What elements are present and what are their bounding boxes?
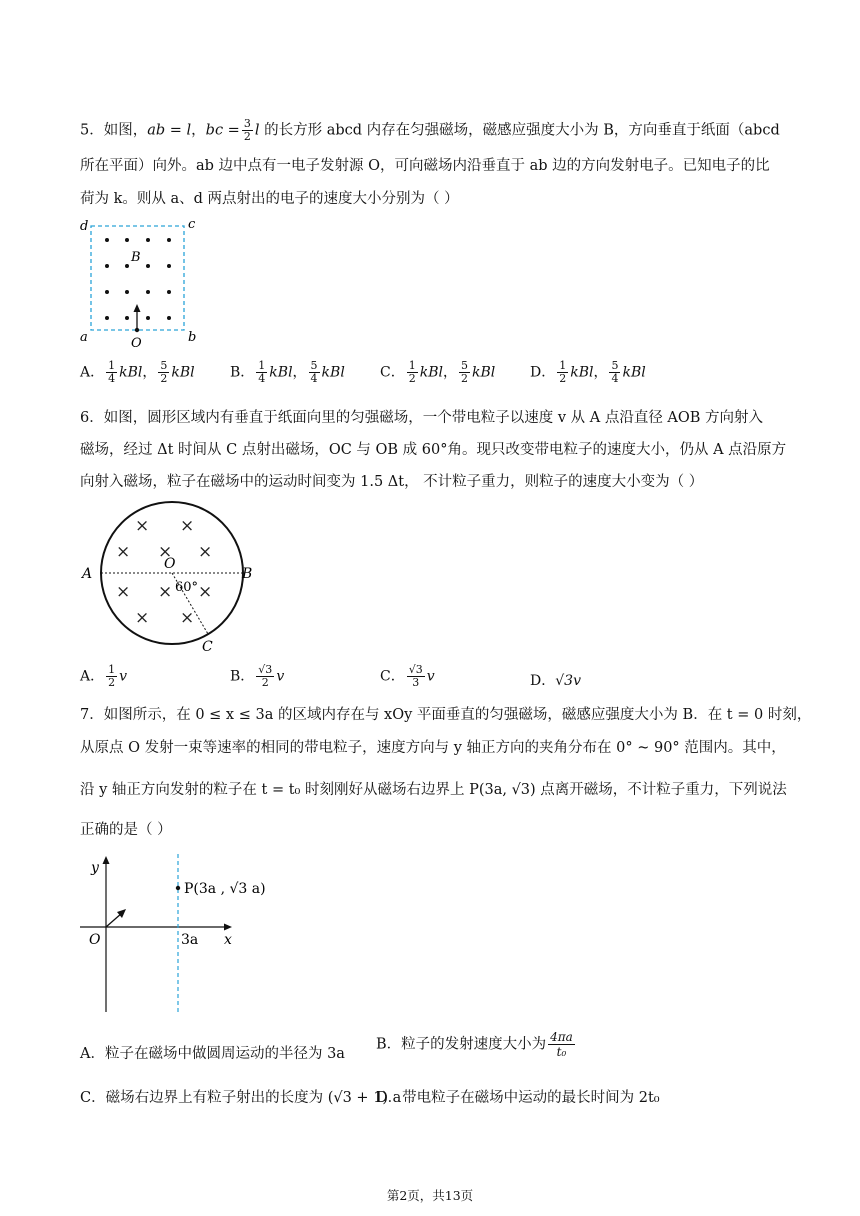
frac-den: 4 [108, 372, 116, 385]
page-footer: 第2页，共13页 [386, 1188, 474, 1203]
frac-den: 2 [559, 372, 567, 385]
q5-line3: 荷为 k。则从 a、d 两点射出的电子的速度大小分别为（ ） [80, 191, 459, 207]
frac [407, 664, 425, 689]
q6-figure [78, 500, 268, 658]
frac-num: 5 [460, 359, 468, 372]
label-3a: 3a [181, 932, 199, 948]
label-a: a [80, 330, 88, 345]
frac-num: 5 [611, 359, 619, 372]
frac-den: 2 [261, 676, 269, 689]
option-sep: ， [292, 364, 307, 381]
q5-option-d[interactable] [530, 360, 646, 385]
frac [158, 360, 169, 385]
frac-den: 3 [412, 676, 420, 689]
frac-den: 4 [258, 372, 266, 385]
q6-line2: 磁场，经过 Δt 时间从 C 点射出磁场，OC 与 OB 成 60°角。现只改变带电粒子的速度大小，仍从 A 点沿原方 [80, 442, 787, 458]
label-C: C [202, 639, 213, 655]
frac [106, 664, 117, 689]
frac-den: 2 [460, 372, 468, 385]
option-letter: A． [80, 668, 105, 685]
option-sep: ， [142, 364, 157, 381]
q6-line3: 向射入磁场，粒子在磁场中的运动时间变为 1.5 Δt， 不计粒子重力，则粒子的速度大小变为（ ） [80, 474, 704, 490]
q6-option-b[interactable] [230, 664, 284, 689]
option-letter: D． [530, 673, 556, 689]
option-term: v [119, 668, 128, 685]
frac-num: 1 [108, 359, 116, 372]
q7-line2: 从原点 O 发射一束等速率的相同的带电粒子，速度方向与 y 轴正方向的夹角分布在 0° ~ 90° 范围内。其中， [80, 740, 786, 756]
q5-ab: ab = l [147, 122, 192, 139]
frac [309, 360, 320, 385]
frac-den: 2 [243, 130, 251, 143]
frac [256, 664, 274, 689]
frac [106, 360, 117, 385]
label-O: O [164, 556, 176, 572]
q7-line4: 正确的是（ ） [80, 822, 172, 838]
option-term: kBl [570, 364, 594, 381]
q7-option-d[interactable]: D．带电粒子在磁场中运动的最长时间为 2t₀ [376, 1090, 660, 1106]
q6-option-d[interactable] [530, 670, 581, 690]
option-term: kBl [419, 364, 443, 381]
label-x: x [224, 932, 232, 948]
label-B: B [242, 566, 253, 582]
frac-num: 1 [108, 663, 116, 676]
frac-den: 2 [108, 676, 116, 689]
option-letter: A． [80, 364, 105, 381]
angle-label: 60° [175, 580, 199, 595]
x-axis-arrow [224, 924, 232, 931]
label-A: A [82, 566, 93, 582]
q5-sep: ， [191, 122, 206, 139]
q5-bc-tail: l [254, 122, 260, 139]
q5-line1 [80, 118, 780, 143]
option-letter: C． [380, 364, 405, 381]
option-term: kBl [119, 364, 143, 381]
label-b: b [188, 330, 197, 345]
option-text: B．粒子的发射速度大小为 [376, 1036, 547, 1053]
q7-option-a[interactable]: A．粒子在磁场中做圆周运动的半径为 3a [80, 1046, 345, 1062]
frac-num: √3 [408, 663, 423, 676]
frac [407, 360, 418, 385]
option-term: v [276, 668, 285, 685]
svg-text:×: × [180, 608, 195, 628]
q5-option-c[interactable] [380, 360, 495, 385]
q6-option-c[interactable] [380, 664, 435, 689]
q5-text: 5．如图， [80, 122, 148, 139]
y-axis-arrow [103, 856, 110, 864]
option-letter: B． [230, 364, 255, 381]
label-y: y [91, 860, 99, 876]
label-P: P(3a , √3 a) [184, 881, 266, 897]
q7-line1: 7．如图所示，在 0 ≤ x ≤ 3a 的区域内存在与 xOy 平面垂直的匀强磁场，磁感应强度大小为 B．在 t = 0 时刻， [80, 707, 812, 723]
option-term: kBl [321, 364, 345, 381]
svg-text:×: × [198, 582, 213, 602]
arrow-head [134, 304, 141, 312]
option-term: v [426, 668, 435, 685]
frac-num: 3 [243, 117, 251, 130]
option-sep: ， [593, 364, 608, 381]
option-term: √3v [555, 673, 581, 689]
option-sep: ， [442, 364, 457, 381]
option-letter: D． [530, 364, 556, 381]
q5-figure [74, 212, 204, 352]
q5-option-b[interactable] [230, 360, 345, 385]
svg-text:×: × [198, 542, 213, 562]
frac-num: 5 [160, 359, 168, 372]
frac-den: 2 [408, 372, 416, 385]
frac [548, 1030, 575, 1059]
option-term: kBl [622, 364, 646, 381]
frac-den: 2 [160, 372, 168, 385]
frac-num: 5 [310, 359, 318, 372]
option-letter: C． [380, 668, 405, 685]
q5-bc: bc = [205, 122, 240, 139]
q5-bc-frac [242, 118, 253, 143]
frac-den: 4 [611, 372, 619, 385]
q5-line2: 所在平面）向外。ab 边中点有一电子发射源 O，可向磁场内沿垂直于 ab 边的方向发射电子。已知电子的比 [80, 158, 770, 174]
frac [609, 360, 620, 385]
svg-text:×: × [180, 516, 195, 536]
q7-line3: 沿 y 轴正方向发射的粒子在 t = t₀ 时刻刚好从磁场右边界上 P(3a, √3) 点离开磁场，不计粒子重力，下列说法 [80, 782, 787, 798]
frac-num: 4πa [550, 1030, 573, 1044]
q6-line1: 6．如图，圆形区域内有垂直于纸面向里的匀强磁场，一个带电粒子以速度 v 从 A 点沿直径 AOB 方向射入 [80, 410, 764, 426]
frac [256, 360, 267, 385]
frac-num: √3 [258, 663, 273, 676]
label-B: B [131, 250, 141, 265]
q7-figure [78, 852, 278, 1018]
label-O: O [131, 336, 142, 351]
svg-text:×: × [135, 608, 150, 628]
q7-option-c[interactable]: C．磁场右边界上有粒子射出的长度为 (√3 + 1) a [80, 1090, 402, 1106]
label-d: d [80, 219, 89, 234]
svg-text:×: × [158, 582, 173, 602]
frac-num: 1 [258, 359, 266, 372]
q6-option-a[interactable] [80, 664, 127, 689]
option-term: kBl [471, 364, 496, 381]
option-term: kBl [269, 364, 293, 381]
frac [557, 360, 568, 385]
svg-text:×: × [116, 542, 131, 562]
frac-num: 1 [408, 359, 416, 372]
point-P [176, 886, 180, 890]
option-term: kBl [171, 364, 195, 381]
frac-den: t₀ [556, 1045, 567, 1059]
q5-text-c: 的长方形 abcd 内存在匀强磁场，磁感应强度大小为 B，方向垂直于纸面（abcd [259, 122, 780, 139]
svg-text:×: × [116, 582, 131, 602]
label-c: c [188, 217, 196, 232]
frac-den: 4 [310, 372, 318, 385]
source-point [135, 328, 139, 332]
option-letter: B． [230, 668, 255, 685]
svg-text:×: × [158, 542, 173, 562]
q5-option-a[interactable] [80, 360, 195, 385]
label-O: O [89, 932, 101, 948]
frac [459, 360, 470, 385]
frac-num: 1 [559, 359, 567, 372]
svg-text:×: × [135, 516, 150, 536]
q7-option-b[interactable] [376, 1030, 577, 1059]
field-crosses [116, 516, 212, 628]
